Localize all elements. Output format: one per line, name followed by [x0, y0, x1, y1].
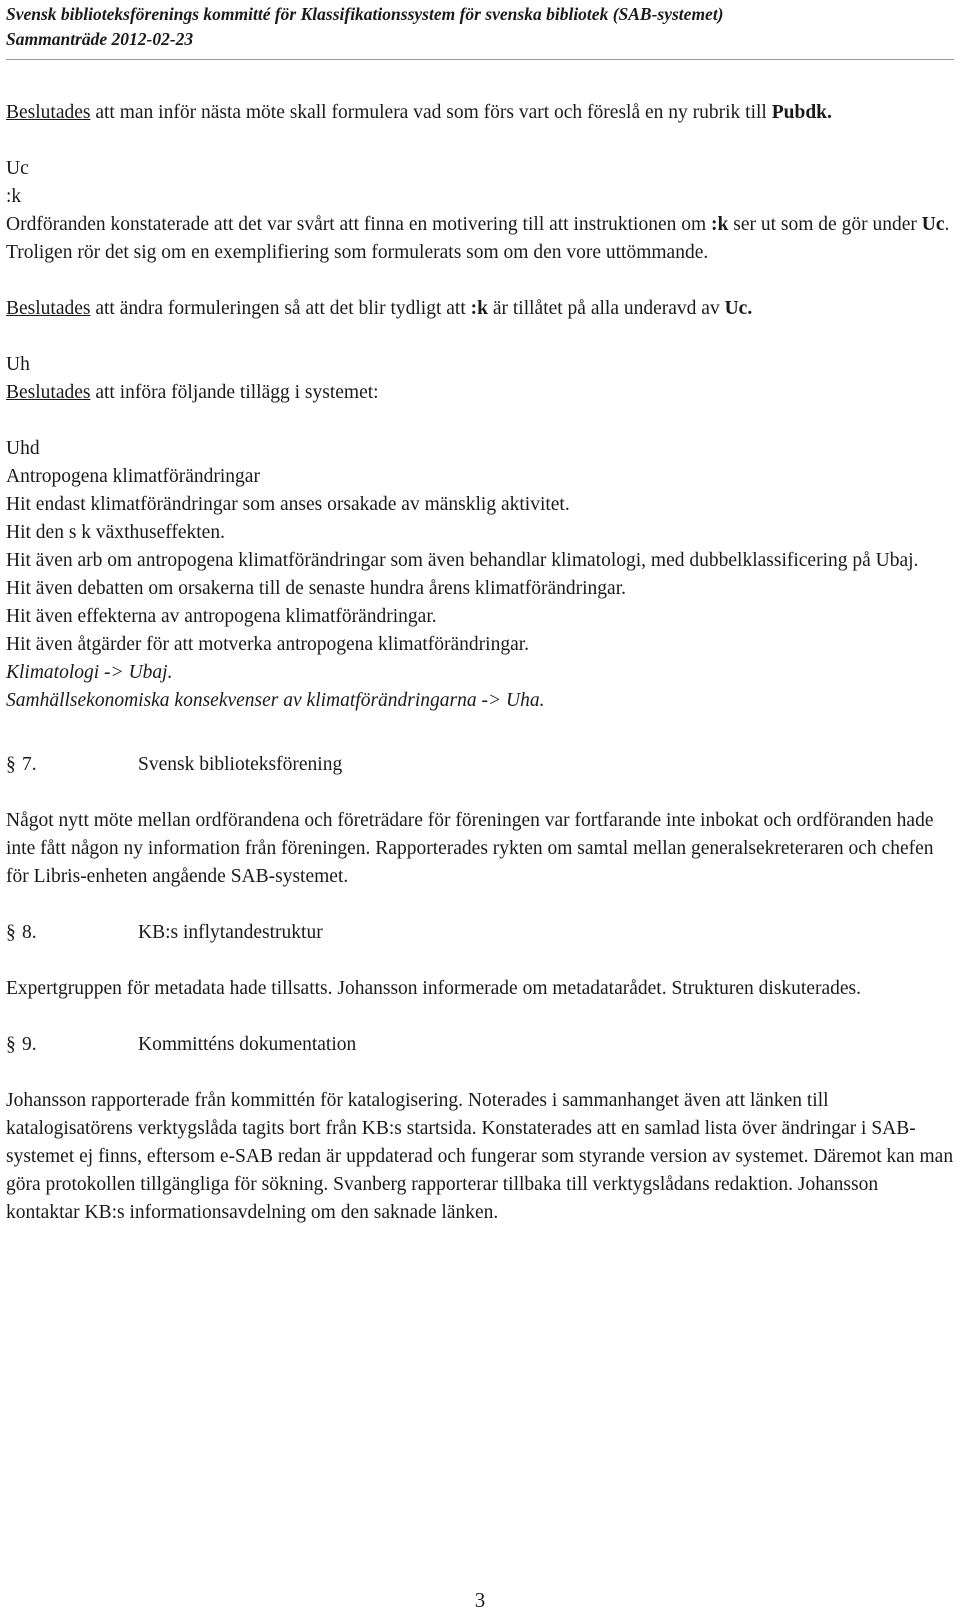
uhd-note-4: Hit även debatten om orsakerna till de senaste hundra årens klimatförändringar.: [6, 578, 626, 599]
header-committee: Svensk biblioteksförenings kommitté för Klassifikationssystem för svenska bibliotek (SAB-systemet): [6, 4, 724, 24]
page-header: [6, 0, 954, 52]
decision-label: Beslutades: [6, 102, 91, 123]
section-body-9: Johansson rapporterade från kommittén för katalogisering. Noterades i sammanhanget även att länken till katalogisatörens verktygslåda tagits bort från KB:s startsida. Konstaterades att en samlad lista över ändringar i SAB-systemet ej finns, eftersom e-SAB redan är uppdaterad och fungerar som styrande version av systemet. Däremot kan man göra protokollen tillgängliga för sökning. Svanberg rapporterar tillbaka till verktygslådans redaktion. Johansson kontaktar KB:s informationsavdelning om den saknade länken.: [6, 1090, 954, 1223]
uhd-code: Uhd: [6, 438, 40, 459]
uc-subheading: :k: [6, 186, 22, 207]
uhd-title: Antropogena klimatförändringar: [6, 466, 260, 487]
uc-decision-paragraph: Beslutades att ändra formuleringen så att det blir tydligt att :k är tillåtet på alla underavd av Uc.: [6, 298, 753, 319]
uhd-note-2: Hit den s k växthuseffekten.: [6, 522, 225, 543]
uc-heading: Uc: [6, 158, 29, 179]
page-number: 3: [474, 1588, 486, 1612]
section-number: 8.: [22, 922, 37, 943]
section-number: 7.: [22, 754, 37, 775]
class-code: Pubdk: [771, 102, 828, 123]
header-meeting-date: Sammanträde 2012-02-23: [6, 29, 194, 49]
uh-decision-paragraph: Beslutades att införa följande tillägg i systemet:: [6, 382, 379, 403]
uc-paragraph-1: Ordföranden konstaterade att det var svårt att finna en motivering till att instruktionen om :k ser ut som de gör under Uc. Troligen rör det sig om en exemplifiering som formulerats som om den vore uttömmande.: [6, 214, 950, 263]
uhd-note-5: Hit även effekterna av antropogena klimatförändringar.: [6, 606, 437, 627]
uhd-note-3: Hit även arb om antropogena klimatförändringar som även behandlar klimatologi, med dubbelklassificering på Ubaj.: [6, 550, 919, 571]
uhd-reference-2: Samhällsekonomiska konsekvenser av klimatförändringarna -> Uha.: [6, 690, 545, 711]
section-title: Svensk biblioteksförening: [138, 754, 343, 775]
section-title: Kommitténs dokumentation: [138, 1034, 357, 1055]
decision-label: Beslutades: [6, 298, 91, 319]
uhd-note-1: Hit endast klimatförändringar som anses orsakade av mänsklig aktivitet.: [6, 494, 570, 515]
uh-heading: Uh: [6, 354, 30, 375]
section-mark: §: [6, 1034, 16, 1055]
uhd-reference-1: Klimatologi -> Ubaj.: [6, 662, 173, 683]
pubdk-paragraph: Beslutades att man inför nästa möte skall formulera vad som förs vart och föreslå en ny rubrik till Pubdk.: [6, 102, 832, 123]
section-heading-9: [6, 1031, 954, 1059]
uhd-note-6: Hit även åtgärder för att motverka antropogena klimatförändringar.: [6, 634, 530, 655]
section-mark: §: [6, 922, 16, 943]
decision-label: Beslutades: [6, 382, 91, 403]
section-heading-8: [6, 919, 954, 947]
section-title: KB:s inflytandestruktur: [138, 922, 323, 943]
section-number: 9.: [22, 1034, 37, 1055]
section-heading-7: [6, 751, 954, 779]
document-page: [6, 0, 954, 1612]
section-body-8: Expertgruppen för metadata hade tillsatts. Johansson informerade om metadatarådet. Strukturen diskuterades.: [6, 978, 862, 999]
section-mark: §: [6, 754, 16, 775]
section-body-7: Något nytt möte mellan ordförandena och företrädare för föreningen var fortfarande inte inbokat och ordföranden hade inte fått någon ny information från föreningen. Rapporterades rykten om samtal mellan generalsekreteraren och chefen för Libris-enheten angående SAB-systemet.: [6, 810, 934, 887]
